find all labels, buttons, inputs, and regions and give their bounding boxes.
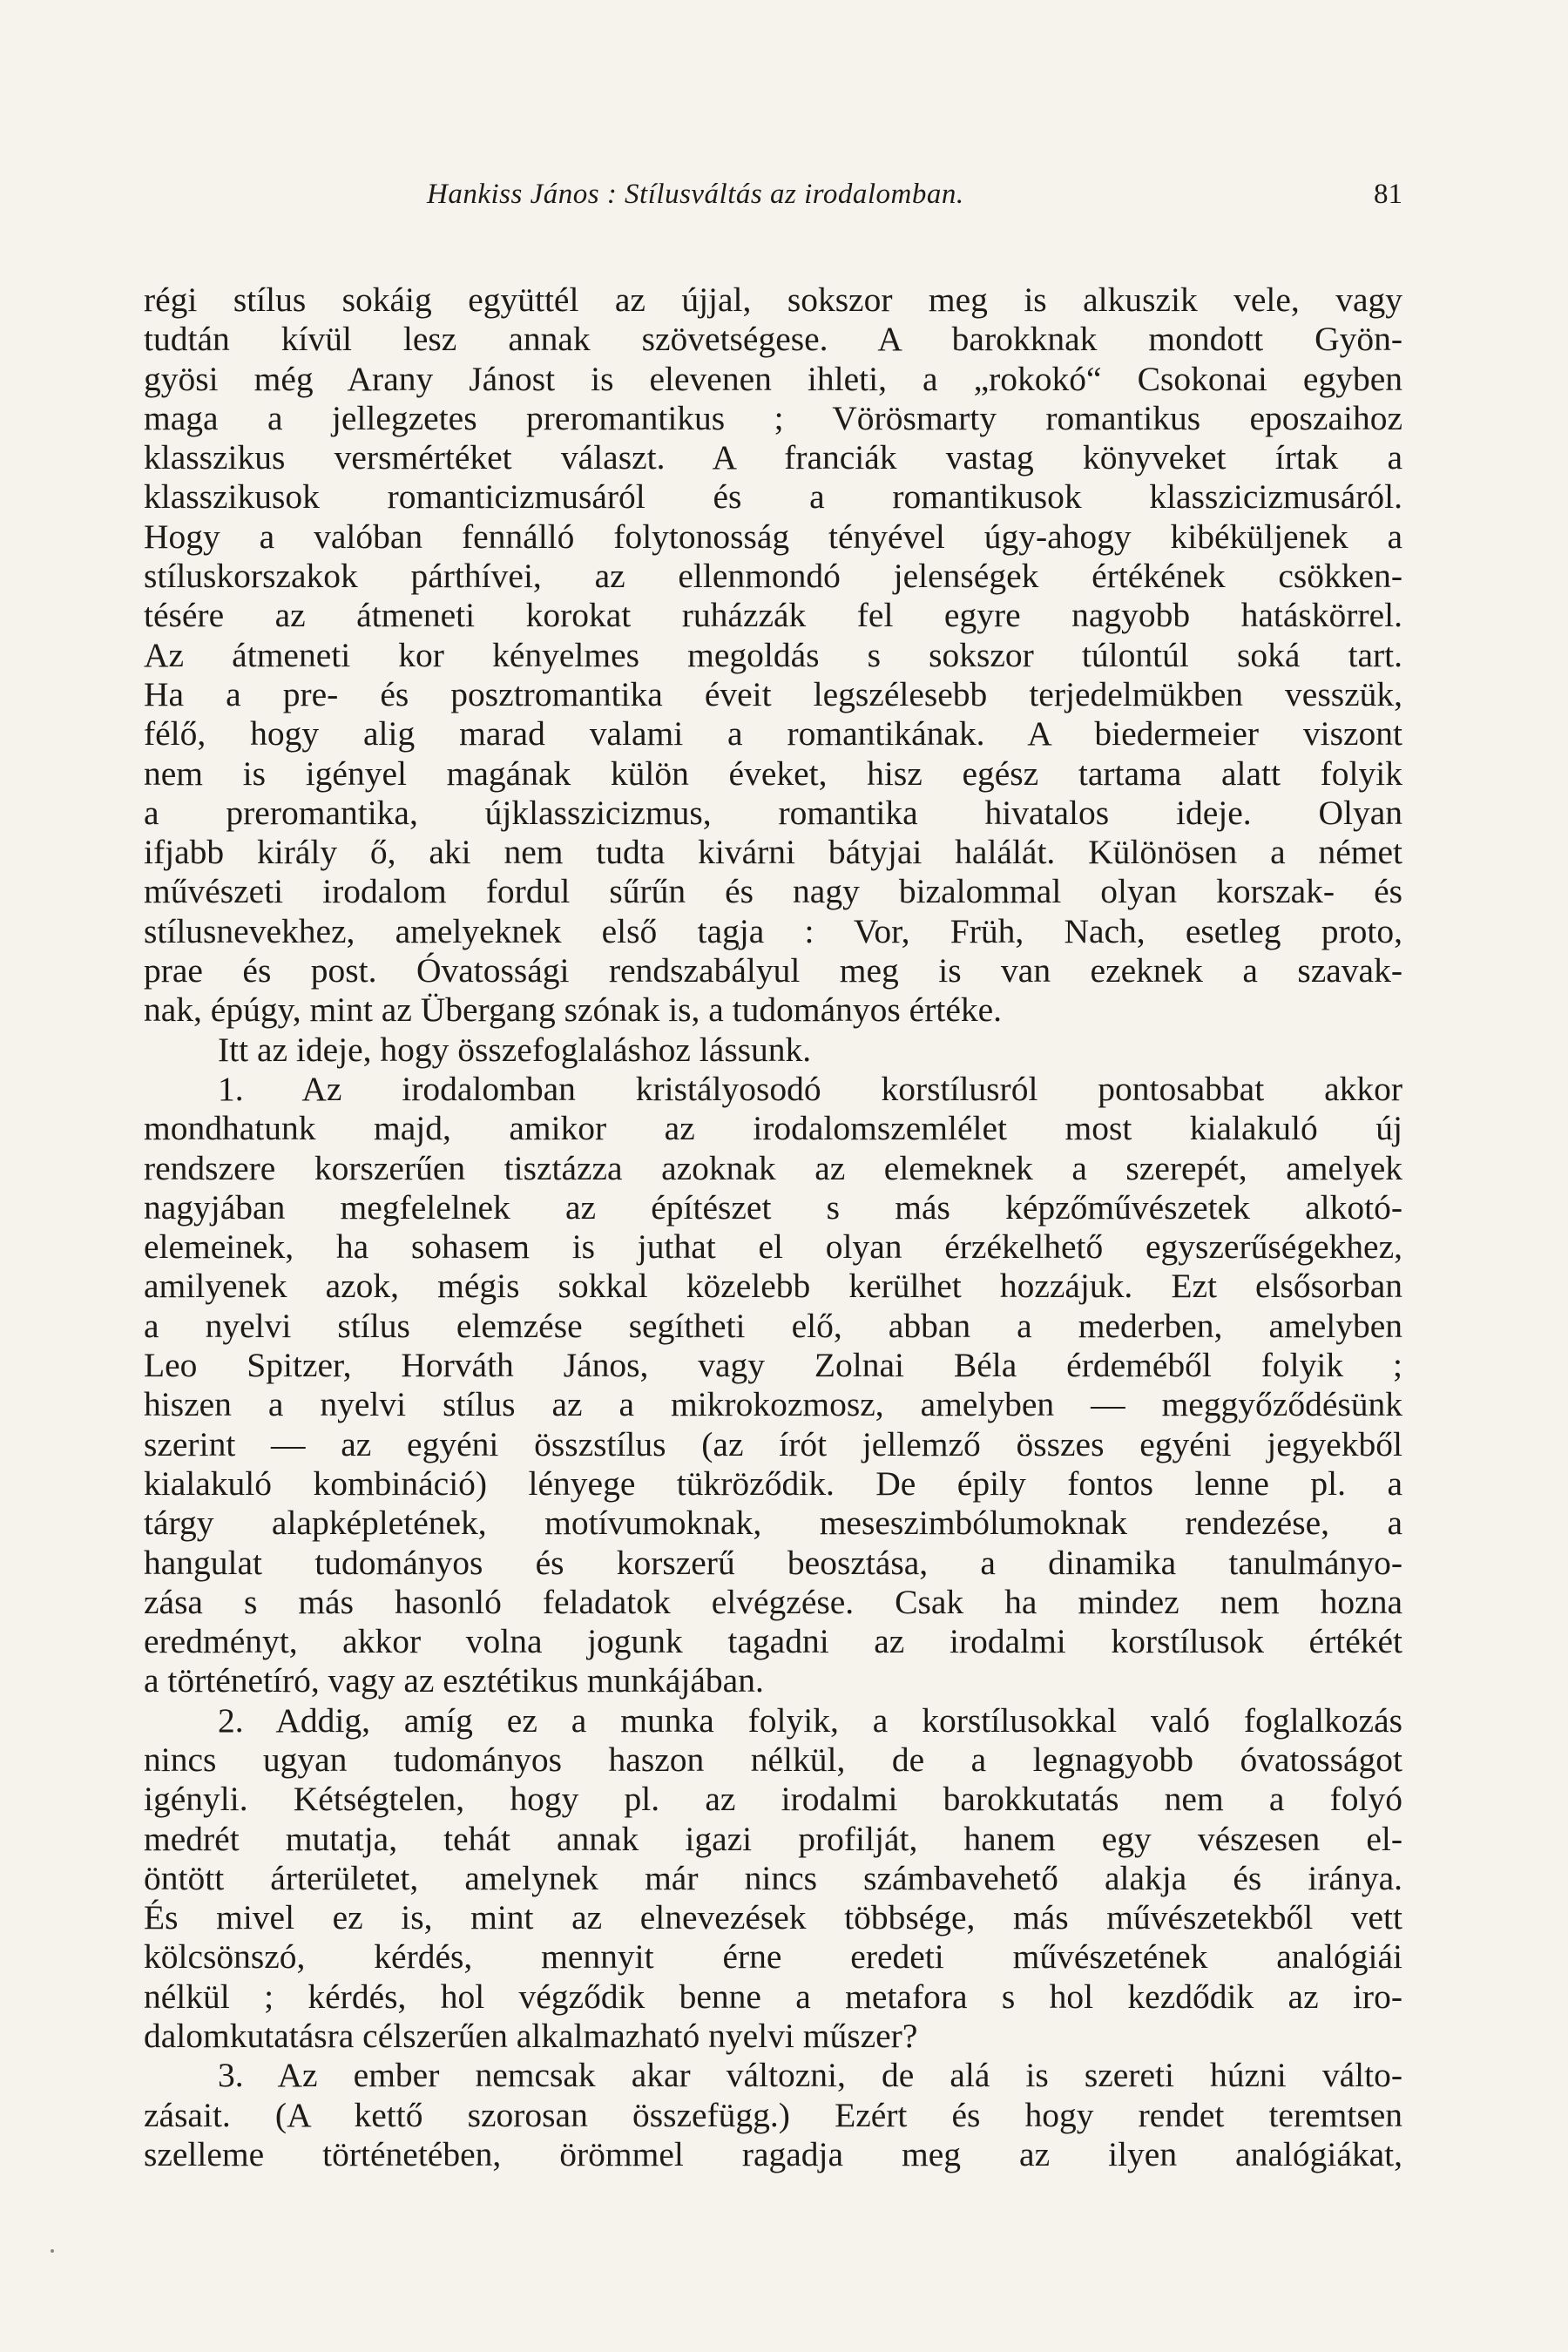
text-line: igényli. Kétségtelen, hogy pl. az irodalmi barokkutatás nem a folyó <box>144 1780 1402 1819</box>
text-line: 2. Addig, amíg ez a munka folyik, a korstílusokkal való foglalkozás <box>218 1700 1402 1740</box>
text-line: kialakuló kombináció) lényege tükröződik. De épily fontos lenne pl. a <box>144 1463 1402 1503</box>
text-line: művészeti irodalom fordul sűrűn és nagy bizalommal olyan korszak- és <box>144 872 1402 911</box>
text-line: régi stílus sokáig együttél az újjal, sokszor meg is alkuszik vele, vagy <box>144 280 1402 319</box>
text-line: zása s más hasonló feladatok elvégzése. Csak ha mindez nem hozna <box>144 1582 1402 1621</box>
text-line: maga a jellegzetes preromantikus ; Vörösmarty romantikus eposzaihoz <box>144 398 1402 437</box>
text-line: tésére az átmeneti korokat ruházzák fel egyre nagyobb hatáskörrel. <box>144 596 1402 635</box>
text-line: Az átmeneti kor kényelmes megoldás s sokszor túlontúl soká tart. <box>144 635 1402 674</box>
text-line: eredményt, akkor volna jogunk tagadni az irodalmi korstílusok értékét <box>144 1622 1402 1661</box>
text-line: Ha a pre- és posztromantika éveit legszélesebb terjedelmükben vesszük, <box>144 674 1402 713</box>
text-line: medrét mutatja, tehát annak igazi profilját, hanem egy vészesen el- <box>144 1819 1402 1858</box>
text-line: klasszikus versmértéket választ. A franciák vastag könyveket írtak a <box>144 438 1402 477</box>
text-line: dalomkutatásra célszerűen alkalmazható nyelvi műszer? <box>144 2017 918 2056</box>
paragraph <box>144 1031 1402 1070</box>
text-line: zásait. (A kettő szorosan összefügg.) Ezért és hogy rendet teremtsen <box>144 2095 1402 2134</box>
body-text <box>144 280 1402 2174</box>
text-line: gyösi még Arany Jánost is elevenen ihleti, a „rokokó“ Csokonai egyben <box>144 359 1402 398</box>
text-line: tudtán kívül lesz annak szövetségese. A barokknak mondott Gyön- <box>144 320 1402 359</box>
running-title: Hankiss János : Stílusváltás az irodalomban. <box>427 179 964 210</box>
text-line: ifjabb király ő, aki nem tudta kivárni bátyjai halálát. Különösen a német <box>144 833 1402 872</box>
text-line: nincs ugyan tudományos haszon nélkül, de a legnagyobb óvatosságot <box>144 1740 1402 1779</box>
page-number: 81 <box>1374 179 1402 210</box>
text-line: Hogy a valóban fennálló folytonosság tényével úgy-ahogy kibéküljenek a <box>144 517 1402 556</box>
paragraph <box>144 1701 1402 2057</box>
text-line: nagyjában megfelelnek az építészet s más képzőművészetek alkotó- <box>144 1187 1402 1227</box>
text-line: stíluskorszakok párthívei, az ellenmondó jelenségek értékének csökken- <box>144 557 1402 596</box>
print-speck <box>51 2249 54 2253</box>
text-line: a preromantika, újklasszicizmus, romantika hivatalos ideje. Olyan <box>144 793 1402 832</box>
text-line: És mivel ez is, mint az elnevezések többsége, más művészetekből vett <box>144 1898 1402 1937</box>
text-line: hangulat tudományos és korszerű beosztása, a dinamika tanulmányo- <box>144 1543 1402 1582</box>
text-line: hiszen a nyelvi stílus az a mikrokozmosz, amelyben — meggyőződésünk <box>144 1385 1402 1424</box>
text-line: elemeinek, ha sohasem is juthat el olyan érzékelhető egyszerűségekhez, <box>144 1227 1402 1267</box>
text-line: Itt az ideje, hogy összefoglaláshoz lássunk. <box>218 1030 812 1069</box>
paragraph <box>144 1070 1402 1701</box>
text-line: mondhatunk majd, amikor az irodalomszemlélet most kialakuló új <box>144 1109 1402 1148</box>
text-line: a történetíró, vagy az esztétikus munkájában. <box>144 1661 764 1700</box>
text-line: prae és post. Óvatossági rendszabályul meg is van ezeknek a szavak- <box>144 951 1402 990</box>
text-line: klasszikusok romanticizmusáról és a romantikusok klasszicizmusáról. <box>144 477 1402 517</box>
text-line: amilyenek azok, mégis sokkal közelebb kerülhet hozzájuk. Ezt elsősorban <box>144 1267 1402 1306</box>
text-line: a nyelvi stílus elemzése segítheti elő, abban a mederben, amelyben <box>144 1306 1402 1345</box>
text-line: öntött árterületet, amelynek már nincs számbavehető alakja és iránya. <box>144 1858 1402 1897</box>
text-line: nélkül ; kérdés, hol végződik benne a metafora s hol kezdődik az iro- <box>144 1977 1402 2016</box>
text-line: kölcsönszó, kérdés, mennyit érne eredeti művészetének analógiái <box>144 1937 1402 1977</box>
text-line: nem is igényel magának külön éveket, hisz egész tartama alatt folyik <box>144 754 1402 793</box>
text-line: tárgy alapképletének, motívumoknak, meseszimbólumoknak rendezése, a <box>144 1504 1402 1543</box>
text-line: Leo Spitzer, Horváth János, vagy Zolnai Béla érdeméből folyik ; <box>144 1346 1402 1385</box>
text-line: rendszere korszerűen tisztázza azoknak az elemeknek a szerepét, amelyek <box>144 1148 1402 1187</box>
text-line: 3. Az ember nemcsak akar változni, de alá is szereti húzni válto- <box>218 2056 1402 2095</box>
text-line: 1. Az irodalomban kristályosodó korstílusról pontosabbat akkor <box>218 1069 1402 1108</box>
text-line: félő, hogy alig marad valami a romantikának. A biedermeier viszont <box>144 714 1402 754</box>
text-line: szelleme történetében, örömmel ragadja meg az ilyen analógiákat, <box>144 2134 1402 2173</box>
text-line: szerint — az egyéni összstílus (az írót jellemző összes egyéni jegyekből <box>144 1424 1402 1463</box>
paragraph <box>144 280 1402 1031</box>
paragraph <box>144 2056 1402 2174</box>
running-head <box>144 179 1402 222</box>
text-line: stílusnevekhez, amelyeknek első tagja : Vor, Früh, Nach, esetleg proto, <box>144 911 1402 950</box>
text-line: nak, épúgy, mint az Übergang szónak is, a tudományos értéke. <box>144 990 1003 1030</box>
